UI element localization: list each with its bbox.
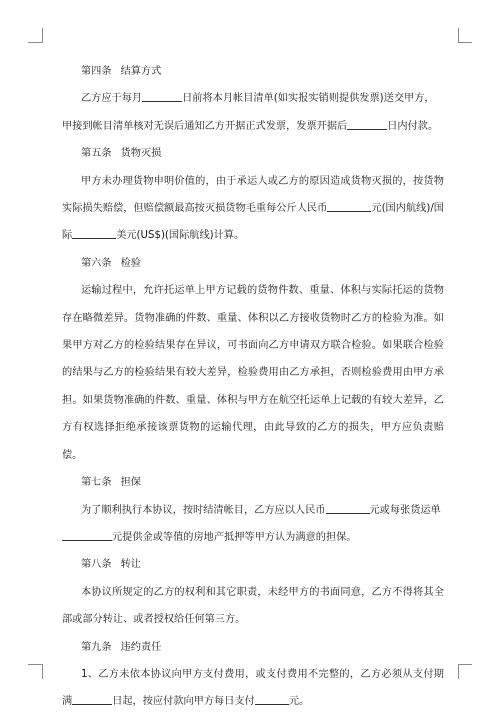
section-6-heading [62, 250, 444, 277]
crop-mark-bottom-left-h [28, 664, 42, 665]
crop-mark-bottom-right-h [458, 664, 472, 665]
text-segment: 日内付款。 [387, 120, 439, 132]
text-segment: 美元(US$)(国际航线)计算。 [116, 230, 245, 242]
text-segment: 元或每张货运单 [369, 504, 441, 516]
section-5-number: 第五条 [81, 148, 112, 160]
crop-mark-top-right-h [458, 42, 472, 43]
text-segment: 日起，按应付款向甲方每日支付 [112, 696, 255, 708]
section-8-paragraph: 本协议所规定的乙方的权利和其它职责，未经甲方的书面同意，乙方不得将其全部或部分转让、或者授权给任何第三方。 [62, 586, 444, 626]
section-4-title: 结算方式 [120, 66, 162, 77]
section-9-number: 第九条 [81, 641, 112, 653]
fill-blank-daily-penalty[interactable] [255, 690, 289, 705]
section-5-heading [62, 140, 444, 167]
fill-blank-payment-days[interactable] [347, 115, 387, 130]
fill-blank-per-waybill[interactable] [62, 526, 112, 541]
text-segment: 为了顺利执行本协议，按时结清帐目，乙方应以人民币 [81, 504, 326, 516]
section-8-number: 第八条 [81, 559, 112, 571]
section-9-title: 违约责任 [120, 641, 162, 653]
text-segment: 日前将本月帐目清单(如实报实销则提供发票)送交甲方， [182, 93, 435, 105]
section-7-title: 担保 [120, 477, 141, 489]
section-7-number: 第七条 [81, 477, 112, 489]
text-segment: 1、乙方未依本协议向甲方支付费用，或支付费用不完整的，乙方必须从支付期满 [62, 668, 444, 708]
section-8-title: 转让 [120, 559, 141, 571]
section-9-paragraph [62, 661, 444, 716]
section-4-heading [62, 58, 444, 85]
crop-mark-top-left-h [28, 42, 42, 43]
section-6-paragraph: 运输过程中，允许托运单上甲方记载的货物件数、重量、体积与实际托运的货物存在略微差异。货物准确的件数、重量、体积以乙方接收货物时乙方的检验为准。如果甲方对乙方的检验结果存在异议，可书面向乙方申请双方联合检验。如果联合检验的结果与乙方的检验结果有较大差异，检验费用由乙方承担，否则检验费用由甲方承担。如果货物准确的件数、重量、体积与甲方在航空托运单上记载的有较大差异，乙方有权选择拒绝承接该票货物的运输代理，由此导致的乙方的损失，甲方应负责赔偿。 [62, 285, 444, 461]
crop-mark-top-left-v [42, 28, 43, 43]
section-5-paragraph [62, 168, 444, 250]
section-9-heading [62, 634, 444, 661]
section-4-number: 第四条 [81, 66, 112, 77]
fill-blank-rmb-per-kg[interactable] [327, 197, 371, 212]
section-5-title: 货物灭损 [120, 148, 162, 160]
section-6-title: 检验 [120, 257, 141, 269]
fill-blank-usd-per-kg[interactable] [72, 224, 116, 239]
section-8-heading [62, 551, 444, 578]
fill-blank-day-of-month[interactable] [142, 87, 182, 102]
section-6-number: 第六条 [81, 257, 112, 269]
section-7-heading [62, 469, 444, 496]
text-segment: 元提供金或等值的房地产抵押等甲方认为满意的担保。 [112, 531, 357, 543]
crop-mark-bottom-left-v [42, 664, 43, 679]
text-segment: 元。 [288, 696, 310, 708]
text-segment: 元(国内航线)/国际 [62, 203, 444, 242]
text-segment: 甲方未办理货物申明价值的，由于承运人或乙方的原因造成货物灭损的，按货物实际损失赔偿，但赔偿额最高按灭损货物毛重每公斤人民币 [62, 175, 444, 215]
text-segment: 甲接到帐目清单核对无误后通知乙方开据正式发票，发票开据后 [62, 120, 348, 132]
section-4-paragraph [62, 85, 444, 140]
contract-page [62, 58, 444, 716]
crop-mark-top-right-v [458, 28, 459, 43]
fill-blank-overdue-days[interactable] [72, 690, 112, 705]
section-7-paragraph [62, 497, 444, 552]
fill-blank-guarantee-rmb[interactable] [326, 499, 370, 514]
text-segment: 乙方应于每月 [81, 93, 143, 105]
crop-mark-bottom-right-v [458, 664, 459, 679]
